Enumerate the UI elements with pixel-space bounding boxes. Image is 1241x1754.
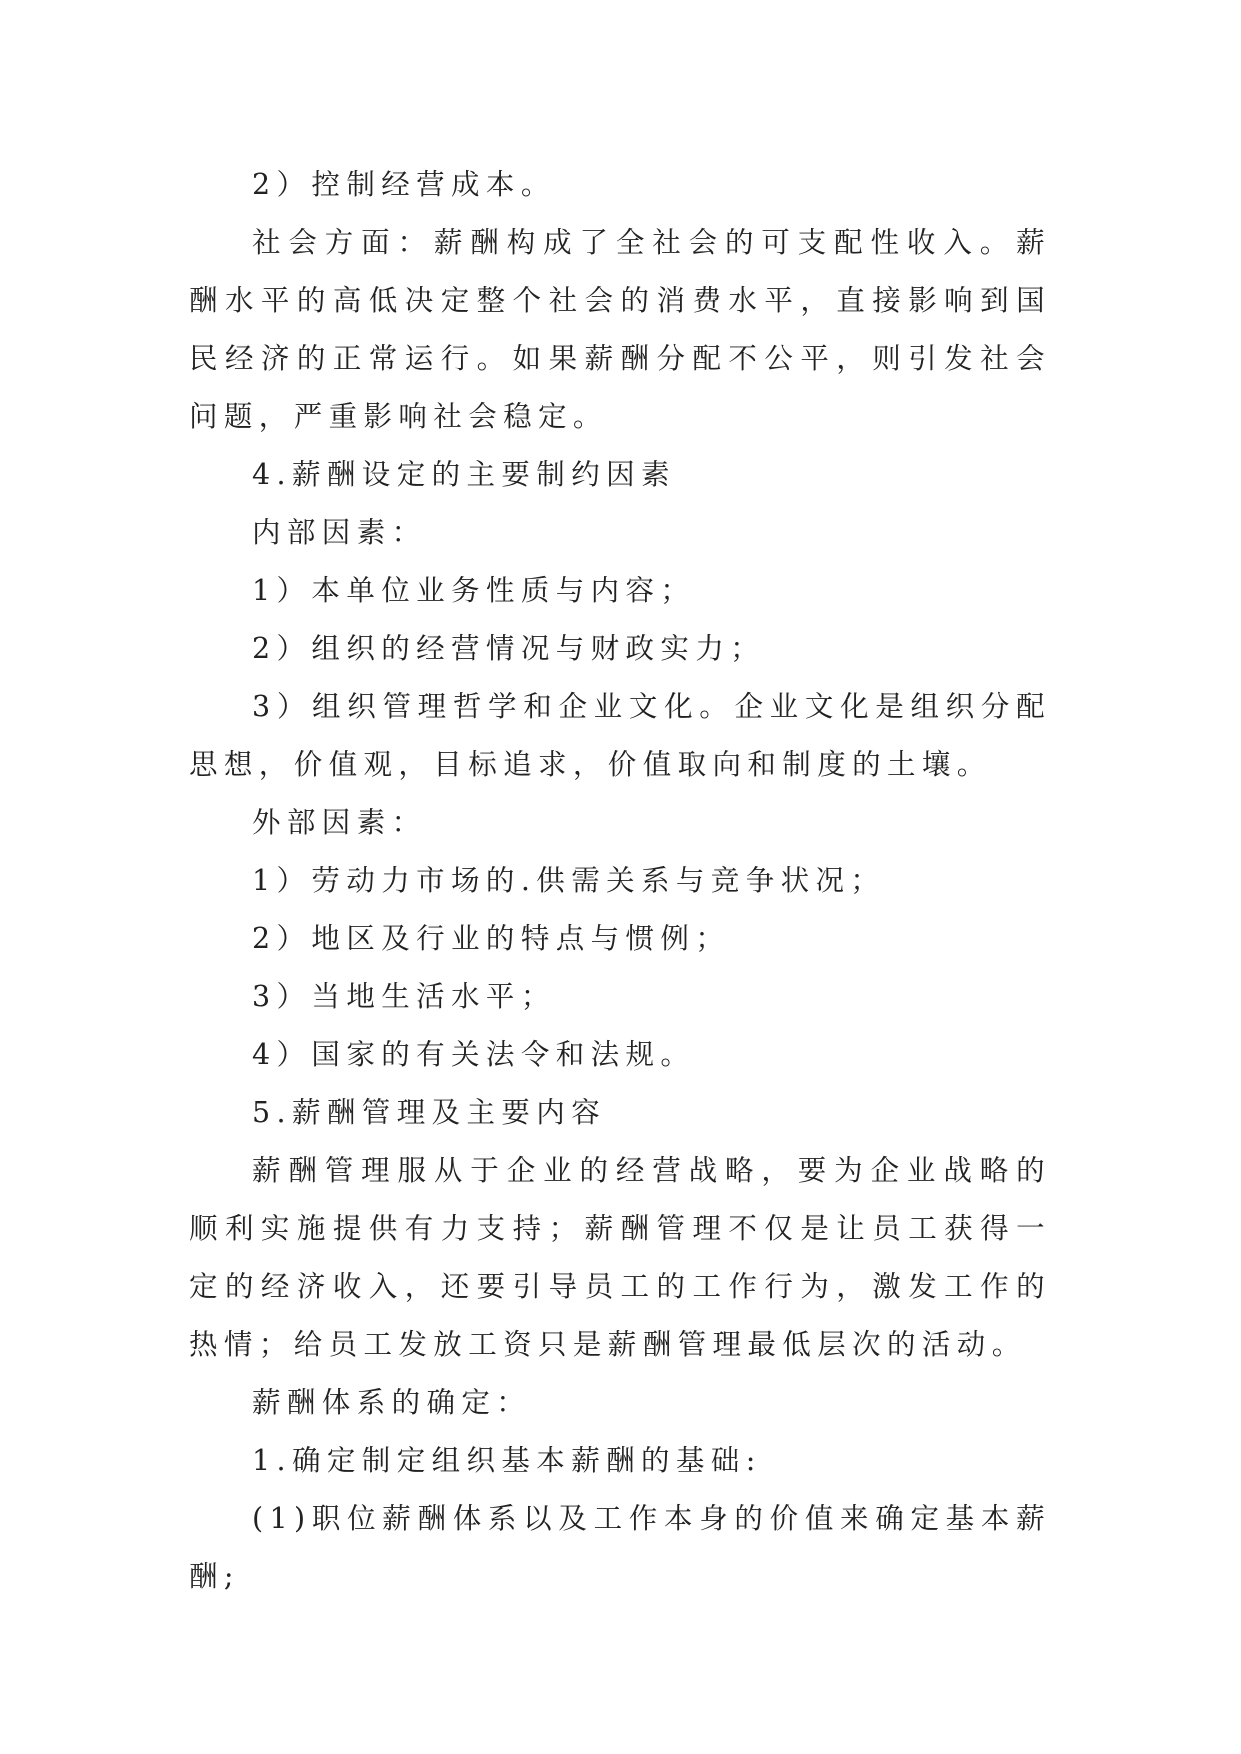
paragraph: 外部因素： xyxy=(252,806,427,839)
section-heading: 5.薪酬管理及主要内容 xyxy=(252,1096,607,1129)
list-item: 3）当地生活水平； xyxy=(252,980,556,1013)
list-item: 2）地区及行业的特点与惯例； xyxy=(252,922,731,955)
section-heading: 4.薪酬设定的主要制约因素 xyxy=(252,458,676,491)
list-item: (1)职位薪酬体系以及工作本身的价值来确定基本薪酬; xyxy=(189,1502,1051,1593)
paragraph: 2）控制经营成本。 xyxy=(252,168,556,201)
list-item: 3）组织管理哲学和企业文化。企业文化是组织分配思想，价值观，目标追求，价值取向和制度的土壤。 xyxy=(189,690,1051,781)
paragraph: 1.确定制定组织基本薪酬的基础: xyxy=(252,1444,762,1477)
document-body xyxy=(189,156,1051,1606)
paragraph: 内部因素： xyxy=(252,516,427,549)
list-item: 2）组织的经营情况与财政实力； xyxy=(252,632,766,665)
list-item: 1）本单位业务性质与内容； xyxy=(252,574,696,607)
list-item: 4）国家的有关法令和法规。 xyxy=(252,1038,696,1071)
paragraph: 社会方面：薪酬构成了全社会的可支配性收入。薪酬水平的高低决定整个社会的消费水平，直接影响到国民经济的正常运行。如果薪酬分配不公平，则引发社会问题，严重影响社会稳定。 xyxy=(189,226,1051,433)
paragraph: 薪酬管理服从于企业的经营战略，要为企业战略的顺利实施提供有力支持；薪酬管理不仅是让员工获得一定的经济收入，还要引导员工的工作行为，激发工作的热情；给员工发放工资只是薪酬管理最低层次的活动。 xyxy=(189,1154,1051,1361)
paragraph: 薪酬体系的确定： xyxy=(252,1386,532,1419)
list-item: 1）劳动力市场的.供需关系与竞争状况； xyxy=(252,864,886,897)
